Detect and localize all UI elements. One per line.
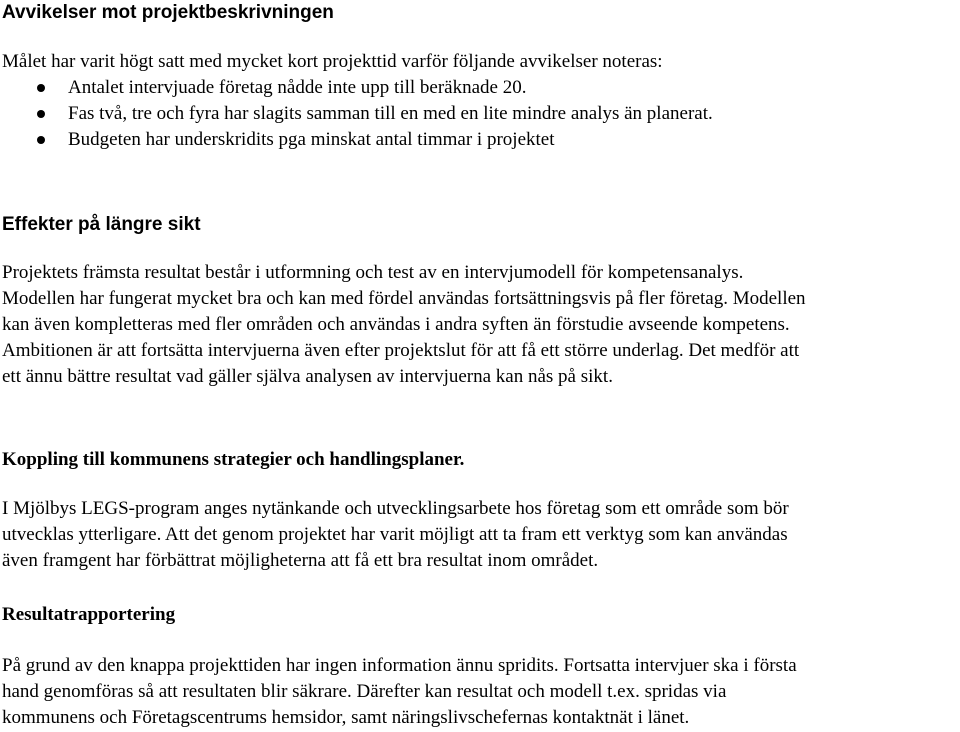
bullet-icon: [37, 136, 45, 144]
text-line: På grund av den knappa projekttiden har ingen information ännu spridits. Fortsatta intervjuer ska i första: [2, 655, 797, 676]
text-line: kan även kompletteras med fler områden och användas i andra syften än förstudie avseende kompetens.: [2, 314, 790, 335]
resultatrapportering-paragraph: [2, 653, 797, 731]
text-line: Modellen har fungerat mycket bra och kan med fördel användas fortsättningsvis på fler företag. Modellen: [2, 288, 806, 309]
deviation-list: [0, 75, 713, 153]
text-line: I Mjölbys LEGS-program anges nytänkande och utvecklingsarbete hos företag som ett område som bör: [2, 498, 789, 519]
list-item: [0, 127, 713, 153]
effekter-paragraph: [2, 260, 806, 390]
heading-koppling: Koppling till kommunens strategier och handlingsplaner.: [2, 449, 465, 470]
bullet-icon: [37, 110, 45, 118]
text-line: kommunens och Företagscentrums hemsidor, samt näringslivschefernas kontaktnät i länet.: [2, 707, 690, 728]
text-line: utvecklas ytterligare. Att det genom projektet har varit möjligt att ta fram ett verktyg som kan användas: [2, 524, 788, 545]
text-line: Projektets främsta resultat består i utformning och test av en intervjumodell för kompetensanalys.: [2, 262, 744, 283]
intro-paragraph: Målet har varit högt satt med mycket kort projekttid varför följande avvikelser noteras:: [2, 51, 663, 72]
text-line: Ambitionen är att fortsätta intervjuerna även efter projektslut för att få ett större underlag. Det medför att: [2, 340, 800, 361]
list-item: [0, 101, 713, 127]
koppling-paragraph: [2, 496, 789, 574]
list-item-text: Budgeten har underskridits pga minskat antal timmar i projektet: [68, 129, 555, 150]
list-item: [0, 75, 713, 101]
text-line: hand genomföras så att resultaten blir säkrare. Därefter kan resultat och modell t.ex. spridas via: [2, 681, 727, 702]
bullet-icon: [37, 84, 45, 92]
text-line: ett ännu bättre resultat vad gäller själva analysen av intervjuerna kan nås på sikt.: [2, 366, 613, 387]
text-line: även framgent har förbättrat möjligheterna att få ett bra resultat inom området.: [2, 550, 599, 571]
list-item-text: Antalet intervjuade företag nådde inte upp till beräknade 20.: [68, 77, 527, 98]
heading-effekter: Effekter på längre sikt: [2, 214, 201, 235]
heading-resultatrapportering: Resultatrapportering: [2, 604, 176, 625]
heading-avvikelser: Avvikelser mot projektbeskrivningen: [2, 2, 334, 23]
list-item-text: Fas två, tre och fyra har slagits samman till en med en lite mindre analys än planerat.: [68, 103, 713, 124]
